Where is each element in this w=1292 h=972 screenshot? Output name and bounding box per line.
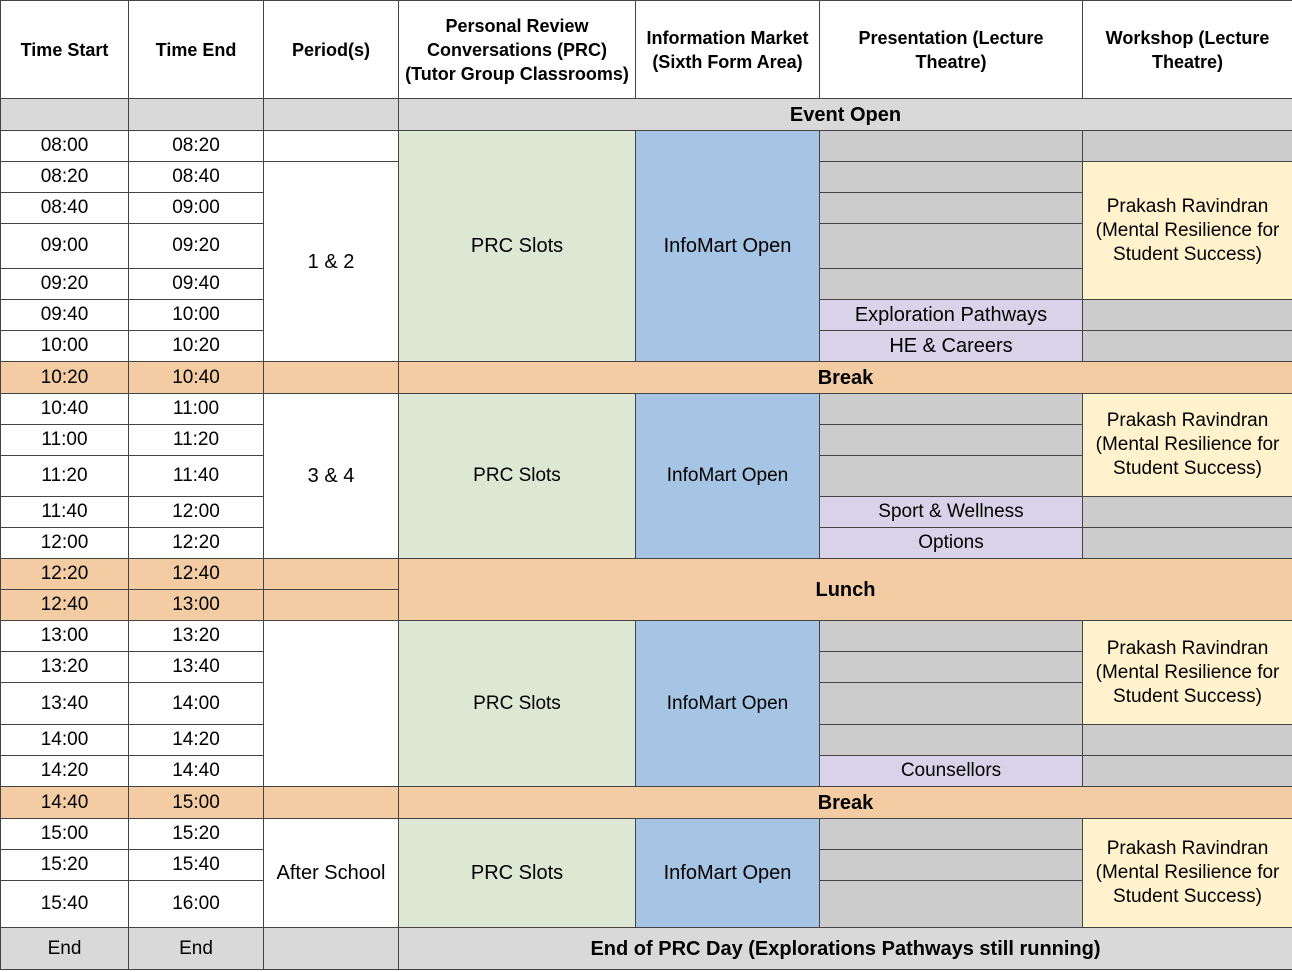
presentation-empty — [820, 683, 1083, 725]
prc-slots-block-1: PRC Slots — [399, 131, 636, 362]
time-end-cell: 08:40 — [129, 162, 264, 193]
table-row — [1, 621, 1292, 652]
time-end-cell: 10:20 — [129, 331, 264, 362]
time-start-cell: 14:40 — [1, 787, 129, 819]
time-end-cell: 14:40 — [129, 756, 264, 787]
time-end-cell: 14:00 — [129, 683, 264, 725]
time-end-cell: 13:20 — [129, 621, 264, 652]
time-start-cell: 11:00 — [1, 425, 129, 456]
header-info-market: Information Market (Sixth Form Area) — [636, 1, 820, 99]
workshop-empty — [1083, 756, 1292, 787]
infomart-block-4: InfoMart Open — [636, 819, 820, 928]
empty-cell — [264, 928, 399, 970]
presentation-empty — [820, 881, 1083, 928]
lunch-banner: Lunch — [399, 559, 1292, 621]
presentation-empty — [820, 819, 1083, 850]
period-1-2: 1 & 2 — [264, 162, 399, 362]
presentation-empty — [820, 725, 1083, 756]
workshop-block-2: Prakash Ravindran (Mental Resilience for Student Success) — [1083, 394, 1292, 497]
time-start-cell: 15:20 — [1, 850, 129, 881]
time-end-cell: 14:20 — [129, 725, 264, 756]
workshop-empty — [1083, 528, 1292, 559]
time-start-cell: 12:40 — [1, 590, 129, 621]
time-start-cell: 13:20 — [1, 652, 129, 683]
time-end-cell: 12:20 — [129, 528, 264, 559]
header-presentation: Presentation (Lecture Theatre) — [820, 1, 1083, 99]
presentation-empty — [820, 652, 1083, 683]
time-end-cell: 09:40 — [129, 269, 264, 300]
prc-slots-block-3: PRC Slots — [399, 621, 636, 787]
table-row — [1, 394, 1292, 425]
time-end-cell: 09:00 — [129, 193, 264, 224]
end-end-cell: End — [129, 928, 264, 970]
workshop-block-3: Prakash Ravindran (Mental Resilience for Student Success) — [1083, 621, 1292, 725]
break-banner: Break — [399, 362, 1292, 394]
time-end-cell: 13:40 — [129, 652, 264, 683]
presentation-he-careers: HE & Careers — [820, 331, 1083, 362]
time-end-cell: 15:00 — [129, 787, 264, 819]
time-start-cell: 11:40 — [1, 497, 129, 528]
time-end-cell: 11:20 — [129, 425, 264, 456]
presentation-empty — [820, 394, 1083, 425]
time-start-cell: 11:20 — [1, 456, 129, 497]
empty-cell — [129, 99, 264, 131]
empty-cell — [264, 362, 399, 394]
time-end-cell: 15:40 — [129, 850, 264, 881]
workshop-empty — [1083, 725, 1292, 756]
time-start-cell: 12:00 — [1, 528, 129, 559]
table-row — [1, 131, 1292, 162]
time-start-cell: 15:40 — [1, 881, 129, 928]
presentation-exploration: Exploration Pathways — [820, 300, 1083, 331]
prc-slots-block-2: PRC Slots — [399, 394, 636, 559]
period-after-school: After School — [264, 819, 399, 928]
presentation-counsellors: Counsellors — [820, 756, 1083, 787]
break-banner: Break — [399, 787, 1292, 819]
time-start-cell: 13:40 — [1, 683, 129, 725]
time-start-cell: 10:20 — [1, 362, 129, 394]
presentation-options: Options — [820, 528, 1083, 559]
time-start-cell: 14:20 — [1, 756, 129, 787]
header-time-start: Time Start — [1, 1, 129, 99]
presentation-empty — [820, 131, 1083, 162]
empty-cell — [264, 787, 399, 819]
header-time-end: Time End — [129, 1, 264, 99]
period-cell — [264, 621, 399, 787]
time-end-cell: 11:00 — [129, 394, 264, 425]
infomart-block-3: InfoMart Open — [636, 621, 820, 787]
workshop-block-1: Prakash Ravindran (Mental Resilience for Student Success) — [1083, 162, 1292, 300]
presentation-empty — [820, 162, 1083, 193]
time-end-cell: 12:40 — [129, 559, 264, 590]
period-3-4: 3 & 4 — [264, 394, 399, 559]
table-row — [1, 819, 1292, 850]
end-start-cell: End — [1, 928, 129, 970]
infomart-block-2: InfoMart Open — [636, 394, 820, 559]
time-end-cell: 13:00 — [129, 590, 264, 621]
time-start-cell: 12:20 — [1, 559, 129, 590]
break-row — [1, 362, 1292, 394]
header-workshop: Workshop (Lecture Theatre) — [1083, 1, 1292, 99]
workshop-block-4: Prakash Ravindran (Mental Resilience for Student Success) — [1083, 819, 1292, 928]
time-start-cell: 08:40 — [1, 193, 129, 224]
time-start-cell: 09:20 — [1, 269, 129, 300]
header-row — [1, 1, 1292, 99]
header-periods: Period(s) — [264, 1, 399, 99]
time-start-cell: 15:00 — [1, 819, 129, 850]
end-day-banner: End of PRC Day (Explorations Pathways still running) — [399, 928, 1292, 970]
presentation-empty — [820, 425, 1083, 456]
workshop-empty — [1083, 497, 1292, 528]
period-cell — [264, 131, 399, 162]
time-start-cell: 10:40 — [1, 394, 129, 425]
time-start-cell: 09:40 — [1, 300, 129, 331]
event-open-banner: Event Open — [399, 99, 1292, 131]
time-start-cell: 09:00 — [1, 224, 129, 269]
time-start-cell: 14:00 — [1, 725, 129, 756]
presentation-empty — [820, 193, 1083, 224]
time-end-cell: 10:00 — [129, 300, 264, 331]
time-end-cell: 11:40 — [129, 456, 264, 497]
time-start-cell: 13:00 — [1, 621, 129, 652]
workshop-empty — [1083, 300, 1292, 331]
empty-cell — [264, 99, 399, 131]
time-end-cell: 16:00 — [129, 881, 264, 928]
time-end-cell: 12:00 — [129, 497, 264, 528]
lunch-row — [1, 559, 1292, 590]
time-end-cell: 10:40 — [129, 362, 264, 394]
event-open-row — [1, 99, 1292, 131]
presentation-empty — [820, 621, 1083, 652]
time-start-cell: 08:00 — [1, 131, 129, 162]
prc-slots-block-4: PRC Slots — [399, 819, 636, 928]
empty-cell — [264, 590, 399, 621]
workshop-empty — [1083, 331, 1292, 362]
presentation-empty — [820, 269, 1083, 300]
presentation-empty — [820, 224, 1083, 269]
presentation-sport: Sport & Wellness — [820, 497, 1083, 528]
time-start-cell: 08:20 — [1, 162, 129, 193]
break-row — [1, 787, 1292, 819]
presentation-empty — [820, 456, 1083, 497]
infomart-block-1: InfoMart Open — [636, 131, 820, 362]
empty-cell — [1, 99, 129, 131]
time-end-cell: 09:20 — [129, 224, 264, 269]
time-end-cell: 15:20 — [129, 819, 264, 850]
time-start-cell: 10:00 — [1, 331, 129, 362]
presentation-empty — [820, 850, 1083, 881]
header-prc: Personal Review Conversations (PRC) (Tutor Group Classrooms) — [399, 1, 636, 99]
workshop-empty — [1083, 131, 1292, 162]
empty-cell — [264, 559, 399, 590]
time-end-cell: 08:20 — [129, 131, 264, 162]
end-row — [1, 928, 1292, 970]
